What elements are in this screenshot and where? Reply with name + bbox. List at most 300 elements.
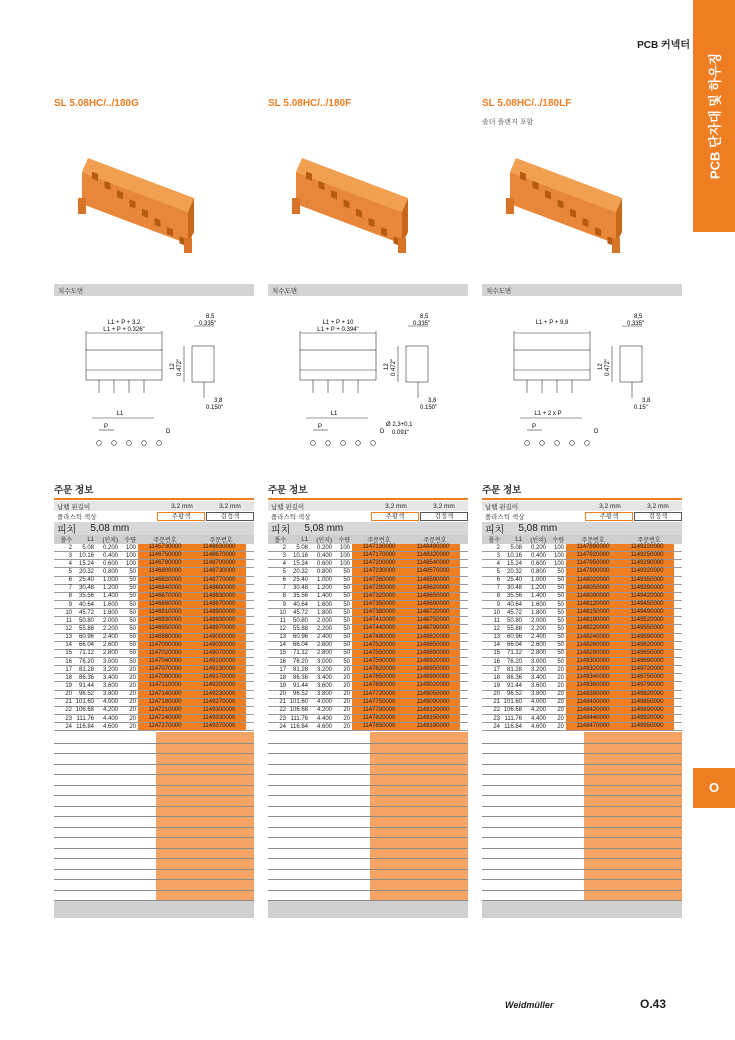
order-number-cell: 1149000000 (192, 634, 246, 641)
table-cell: 20 (129, 674, 136, 681)
order-number-cell: 1149070000 (192, 650, 246, 657)
table-cell: 16 (493, 658, 500, 665)
table-cell: 50 (129, 650, 136, 657)
table-cell: 15 (493, 650, 500, 657)
product-photo (54, 148, 254, 253)
table-cell: 20 (557, 707, 564, 714)
table-cell: 50 (129, 642, 136, 649)
header-order-no: 주문번호 (637, 538, 661, 544)
order-table-body (268, 544, 468, 731)
table-row (54, 650, 254, 658)
dim-hole-2: 0.091" (392, 430, 410, 436)
order-info (482, 482, 682, 918)
table-cell: 50 (343, 617, 350, 624)
pitch-label: 피치 (485, 525, 505, 536)
table-cell: 1.800 (316, 609, 332, 616)
table-cell: 3.000 (530, 658, 546, 665)
table-cell: 20.32 (292, 568, 308, 575)
order-number-cell: 1149370000 (192, 723, 246, 730)
side-tab[interactable] (693, 0, 735, 232)
table-cell: 4.400 (102, 715, 118, 722)
table-cell: 96.52 (506, 691, 522, 698)
table-cell: 0.600 (316, 560, 332, 567)
order-number-cell: 1147320000 (352, 593, 406, 600)
dimension-drawing (54, 298, 254, 458)
table-row (482, 699, 682, 707)
order-number-cell: 1149020000 (406, 682, 460, 689)
table-cell: 4 (496, 560, 500, 567)
table-header (54, 535, 254, 544)
product-title: SL 5.08HC/../180F (268, 98, 352, 109)
table-row (268, 666, 468, 674)
order-number-cell: 1149150000 (406, 715, 460, 722)
table-cell: 2.000 (102, 617, 118, 624)
table-cell: 100 (553, 544, 564, 551)
order-number-cell: 1148320000 (406, 552, 460, 559)
order-number-cell: 1148930000 (192, 617, 246, 624)
table-cell: 60.96 (78, 634, 94, 641)
table-cell: 50 (129, 568, 136, 575)
table-cell: 2.400 (316, 634, 332, 641)
table-cell: 45.72 (78, 609, 94, 616)
order-number-cell: 1148260000 (566, 642, 620, 649)
table-cell: 2.400 (530, 634, 546, 641)
header-poles: 폴수 (274, 538, 286, 544)
order-info (268, 482, 468, 918)
order-number-cell: 1149950000 (620, 723, 674, 730)
table-cell: 40.64 (292, 601, 308, 608)
table-cell: 10.16 (78, 552, 94, 559)
table-cell: 14 (65, 642, 72, 649)
dim-pin-2: 0.150" (206, 405, 224, 411)
color-black: 검정색 (206, 512, 254, 521)
table-cell: 76.20 (506, 658, 522, 665)
color-black: 검정색 (420, 512, 468, 521)
color-label: 플라스틱 색상 (485, 513, 525, 521)
table-cell: 5.08 (82, 544, 94, 551)
order-title: 주문 정보 (482, 482, 682, 500)
chapter-letter-tab[interactable]: O (693, 768, 735, 808)
table-cell: 17 (493, 666, 500, 673)
order-number-cell: 1148360000 (566, 682, 620, 689)
order-number-cell: 1148540000 (406, 560, 460, 567)
dim-side-1: 8,5 (420, 314, 429, 320)
pin-length-label: 납땜 핀길이 (271, 503, 305, 511)
pitch-label: 피치 (271, 525, 291, 536)
order-number-cell: 1148380000 (566, 691, 620, 698)
table-cell: 19 (65, 682, 72, 689)
table-row (54, 552, 254, 560)
order-number-cell: 1147180000 (138, 699, 192, 706)
table-cell: 1.800 (102, 609, 118, 616)
order-number-cell: 1146950000 (138, 625, 192, 632)
pin-length-value: 3,2 mm (385, 502, 407, 510)
header-l1: L1 (87, 536, 94, 543)
table-cell: 3.600 (316, 682, 332, 689)
order-number-cell: 1149420000 (620, 593, 674, 600)
table-cell: 101.60 (289, 699, 308, 706)
table-cell: 2 (282, 544, 286, 551)
table-cell: 20 (343, 707, 350, 714)
table-cell: 20 (343, 699, 350, 706)
table-cell: 100 (553, 560, 564, 567)
table-cell: 4.600 (102, 723, 118, 730)
product-photo (268, 148, 468, 253)
table-row (482, 585, 682, 593)
order-number-cell: 1148420000 (566, 707, 620, 714)
dim-top-1: L1 + P + 3,2 (107, 320, 141, 326)
table-cell: 20 (129, 699, 136, 706)
header-qty: 수량 (124, 538, 136, 544)
order-number-cell: 1149250000 (620, 552, 674, 559)
table-cell: 20 (129, 682, 136, 689)
table-cell: 50 (557, 601, 564, 608)
header-order-no: 주문번호 (367, 538, 391, 544)
table-row (54, 634, 254, 642)
header-inch: (인치) (316, 538, 332, 544)
dim-pcb-length: L1 (330, 411, 338, 417)
order-number-cell: 1147110000 (138, 682, 192, 689)
table-cell: 20 (557, 666, 564, 673)
color-row (268, 511, 468, 521)
table-cell: 96.52 (292, 691, 308, 698)
table-row (482, 682, 682, 690)
order-number-cell: 1149350000 (620, 577, 674, 584)
dim-height-1: 12 (170, 363, 176, 370)
dim-pin-2: 0.15" (634, 405, 648, 411)
table-cell: 50 (343, 568, 350, 575)
order-number-cell: 1147550000 (352, 650, 406, 657)
table-cell: 3.000 (102, 658, 118, 665)
dim-pcb-length: L1 + 2 x P (534, 411, 562, 417)
table-row (268, 601, 468, 609)
order-number-cell: 1148570000 (406, 568, 460, 575)
table-cell: 20 (129, 691, 136, 698)
table-cell: 106.68 (75, 707, 94, 714)
table-row (482, 568, 682, 576)
table-cell: 20 (343, 691, 350, 698)
order-number-cell: 1147240000 (138, 715, 192, 722)
table-row (482, 634, 682, 642)
side-tab-label: PCB 단자대 및 하우징 (707, 52, 723, 180)
order-number-cell: 1146980000 (138, 634, 192, 641)
order-number-cell: 1147990000 (566, 568, 620, 575)
order-number-cell: 1149750000 (620, 674, 674, 681)
table-cell: 4.200 (316, 707, 332, 714)
table-cell: 20 (557, 715, 564, 722)
table-cell: 116.84 (290, 723, 308, 730)
table-cell: 50 (343, 577, 350, 584)
order-number-cell: 1148470000 (566, 723, 620, 730)
table-cell: 7 (496, 585, 500, 592)
table-cell: 3.600 (530, 682, 546, 689)
table-cell: 100 (125, 552, 136, 559)
table-cell: 100 (125, 544, 136, 551)
order-number-cell: 1147210000 (138, 707, 192, 714)
order-number-cell: 1148240000 (566, 634, 620, 641)
table-cell: 3.600 (102, 682, 118, 689)
table-cell: 10 (65, 609, 72, 616)
table-cell: 3 (496, 552, 500, 559)
table-row (54, 601, 254, 609)
table-cell: 0.200 (316, 544, 332, 551)
order-number-cell: 1148050000 (566, 585, 620, 592)
table-row (482, 609, 682, 617)
table-cell: 5.08 (296, 544, 308, 551)
table-row (482, 544, 682, 552)
table-cell: 50 (343, 658, 350, 665)
table-cell: 3 (68, 552, 72, 559)
table-cell: 50 (343, 625, 350, 632)
table-cell: 24 (493, 723, 500, 730)
table-row (482, 691, 682, 699)
table-cell: 0.600 (530, 560, 546, 567)
table-cell: 50 (343, 642, 350, 649)
table-cell: 15 (65, 650, 72, 657)
table-cell: 20 (343, 666, 350, 673)
table-cell: 20 (557, 699, 564, 706)
table-row (482, 707, 682, 715)
order-number-cell: 1147200000 (352, 560, 406, 567)
table-row (268, 682, 468, 690)
table-row (54, 682, 254, 690)
table-cell: 20 (65, 691, 72, 698)
table-cell: 20.32 (78, 568, 94, 575)
table-cell: 5 (282, 568, 286, 575)
table-row (54, 699, 254, 707)
section-header: PCB 커넥터 (637, 40, 690, 51)
order-number-cell: 1146890000 (138, 601, 192, 608)
table-row (268, 634, 468, 642)
order-number-cell: 1148770000 (192, 577, 246, 584)
product-photo (482, 148, 682, 253)
table-cell: 19 (279, 682, 286, 689)
table-cell: 55.88 (292, 625, 308, 632)
table-cell: 8 (68, 593, 72, 600)
table-row (268, 585, 468, 593)
table-cell: 50.80 (292, 617, 308, 624)
order-number-cell: 1148340000 (566, 674, 620, 681)
table-row (54, 691, 254, 699)
table-cell: 55.88 (78, 625, 94, 632)
table-cell: 21 (279, 699, 286, 706)
dim-side-2: 0.335" (413, 321, 431, 327)
table-cell: 1.800 (530, 609, 546, 616)
header-l1: L1 (515, 536, 522, 543)
order-number-cell: 1149450000 (620, 601, 674, 608)
order-number-cell: 1148730000 (192, 568, 246, 575)
table-row (54, 723, 254, 731)
dim-pcb-length: L1 (116, 411, 124, 417)
table-row (482, 577, 682, 585)
pin-length-value: 3,2 mm (433, 502, 455, 510)
pitch-row (482, 522, 682, 535)
table-cell: 23 (65, 715, 72, 722)
table-cell: 1.600 (316, 601, 332, 608)
table-row (268, 577, 468, 585)
dim-hole-1: Ø 2,3+0,1 (386, 422, 413, 428)
table-cell: 20 (129, 666, 136, 673)
table-cell: 50 (557, 625, 564, 632)
table-row (54, 674, 254, 682)
order-number-cell: 1146870000 (138, 593, 192, 600)
order-number-cell: 1149130000 (192, 666, 246, 673)
table-cell: 50 (343, 585, 350, 592)
table-cell: 4.600 (530, 723, 546, 730)
product-title: SL 5.08HC/../180G (54, 98, 139, 109)
table-cell: 2.200 (530, 625, 546, 632)
table-cell: 20 (343, 723, 350, 730)
order-number-cell: 1148190000 (566, 617, 620, 624)
order-number-cell: 1148670000 (192, 552, 246, 559)
page-number: O.43 (640, 997, 667, 1011)
table-cell: 55.88 (506, 625, 522, 632)
dim-height-2: 0.472" (177, 358, 183, 376)
order-number-cell: 1149620000 (620, 642, 674, 649)
order-number-cell: 1149790000 (620, 682, 674, 689)
table-cell: 16 (279, 658, 286, 665)
product-column (54, 98, 254, 730)
order-number-cell: 1149590000 (620, 634, 674, 641)
order-number-cell: 1146930000 (138, 617, 192, 624)
table-cell: 1.000 (102, 577, 118, 584)
table-cell: 1.400 (316, 593, 332, 600)
color-black: 검정색 (634, 512, 682, 521)
table-cell: 81.28 (506, 666, 522, 673)
table-cell: 35.56 (292, 593, 308, 600)
table-cell: 14 (279, 642, 286, 649)
order-number-cell: 1149100000 (192, 658, 246, 665)
order-number-cell: 1148090000 (566, 593, 620, 600)
table-cell: 50 (343, 593, 350, 600)
table-cell: 76.20 (292, 658, 308, 665)
order-table-body (54, 544, 254, 731)
dim-height-2: 0.472" (391, 358, 397, 376)
order-number-cell: 1147140000 (138, 691, 192, 698)
table-cell: 2.400 (102, 634, 118, 641)
table-row (268, 699, 468, 707)
table-cell: 1.400 (102, 593, 118, 600)
table-cell: 3.400 (102, 674, 118, 681)
table-row (54, 617, 254, 625)
order-number-cell: 1147790000 (352, 707, 406, 714)
table-cell: 71.12 (78, 650, 94, 657)
dim-pcb-pitch: P (532, 424, 537, 430)
order-number-cell: 1147750000 (352, 699, 406, 706)
dim-pin-1: 3,8 (642, 398, 651, 404)
table-cell: 15.24 (78, 560, 94, 567)
table-cell: 50 (129, 617, 136, 624)
table-cell: 2 (496, 544, 500, 551)
table-cell: 10.16 (292, 552, 308, 559)
header-inch: (인치) (102, 538, 118, 544)
table-cell: 101.60 (503, 699, 522, 706)
order-number-cell: 1149890000 (620, 707, 674, 714)
order-number-cell: 1147290000 (352, 585, 406, 592)
table-cell: 1.400 (530, 593, 546, 600)
table-cell: 40.64 (78, 601, 94, 608)
table-cell: 4 (68, 560, 72, 567)
table-cell: 1.200 (530, 585, 546, 592)
dim-top-1: L1 + P + 10 (322, 320, 354, 326)
table-cell: 50 (557, 650, 564, 657)
table-cell: 15.24 (506, 560, 522, 567)
table-cell: 3.000 (316, 658, 332, 665)
table-cell: 6 (68, 577, 72, 584)
order-number-cell: 1148690000 (406, 601, 460, 608)
table-cell: 12 (493, 625, 500, 632)
order-number-cell: 1148850000 (406, 642, 460, 649)
table-row (268, 560, 468, 568)
order-number-cell: 1146750000 (138, 552, 192, 559)
order-number-cell: 1149220000 (620, 544, 674, 551)
product-title: SL 5.08HC/../180LF (482, 98, 572, 109)
table-cell: 45.72 (292, 609, 308, 616)
order-number-cell: 1148720000 (406, 609, 460, 616)
order-number-cell: 1148790000 (406, 625, 460, 632)
table-cell: 66.04 (506, 642, 522, 649)
table-cell: 4.200 (530, 707, 546, 714)
color-row (482, 511, 682, 521)
table-cell: 40.64 (506, 601, 522, 608)
table-cell: 11 (65, 617, 72, 624)
table-cell: 86.36 (506, 674, 522, 681)
table-row (482, 642, 682, 650)
table-cell: 18 (279, 674, 286, 681)
order-table-body (482, 544, 682, 731)
table-cell: 12 (279, 625, 286, 632)
dim-pcb-pitch: P (104, 424, 109, 430)
table-cell: 1.000 (316, 577, 332, 584)
order-number-cell: 1147850000 (352, 723, 406, 730)
table-cell: 13 (493, 634, 500, 641)
table-cell: 50 (129, 625, 136, 632)
order-number-cell: 1148650000 (406, 593, 460, 600)
table-cell: 4 (282, 560, 286, 567)
table-cell: 3.400 (530, 674, 546, 681)
table-cell: 50.80 (78, 617, 94, 624)
dim-side-2: 0.335" (199, 321, 217, 327)
dim-pcb-hole: D (166, 429, 171, 435)
table-row (482, 715, 682, 723)
table-cell: 66.04 (78, 642, 94, 649)
order-number-cell: 1147480000 (352, 634, 406, 641)
table-cell: 30.48 (292, 585, 308, 592)
order-number-cell: 1148620000 (406, 585, 460, 592)
pin-length-row (482, 501, 682, 511)
dimension-drawing-label: 치수도면 (268, 284, 468, 296)
table-cell: 50 (129, 577, 136, 584)
header-order-no: 주문번호 (581, 538, 605, 544)
order-number-cell: 1148320000 (566, 666, 620, 673)
table-row (54, 658, 254, 666)
table-cell: 3.200 (316, 666, 332, 673)
order-number-cell: 1145730000 (138, 544, 192, 551)
pin-length-row (54, 501, 254, 511)
table-cell: 35.56 (78, 593, 94, 600)
table-cell: 2.200 (102, 625, 118, 632)
table-cell: 86.36 (292, 674, 308, 681)
table-cell: 111.76 (76, 715, 94, 722)
order-number-cell: 1148820000 (406, 634, 460, 641)
table-cell: 0.600 (102, 560, 118, 567)
table-row (54, 593, 254, 601)
table-cell: 20 (557, 682, 564, 689)
table-cell: 30.48 (506, 585, 522, 592)
order-number-cell: 1147440000 (352, 625, 406, 632)
table-cell: 3.800 (102, 691, 118, 698)
header-poles: 폴수 (60, 538, 72, 544)
